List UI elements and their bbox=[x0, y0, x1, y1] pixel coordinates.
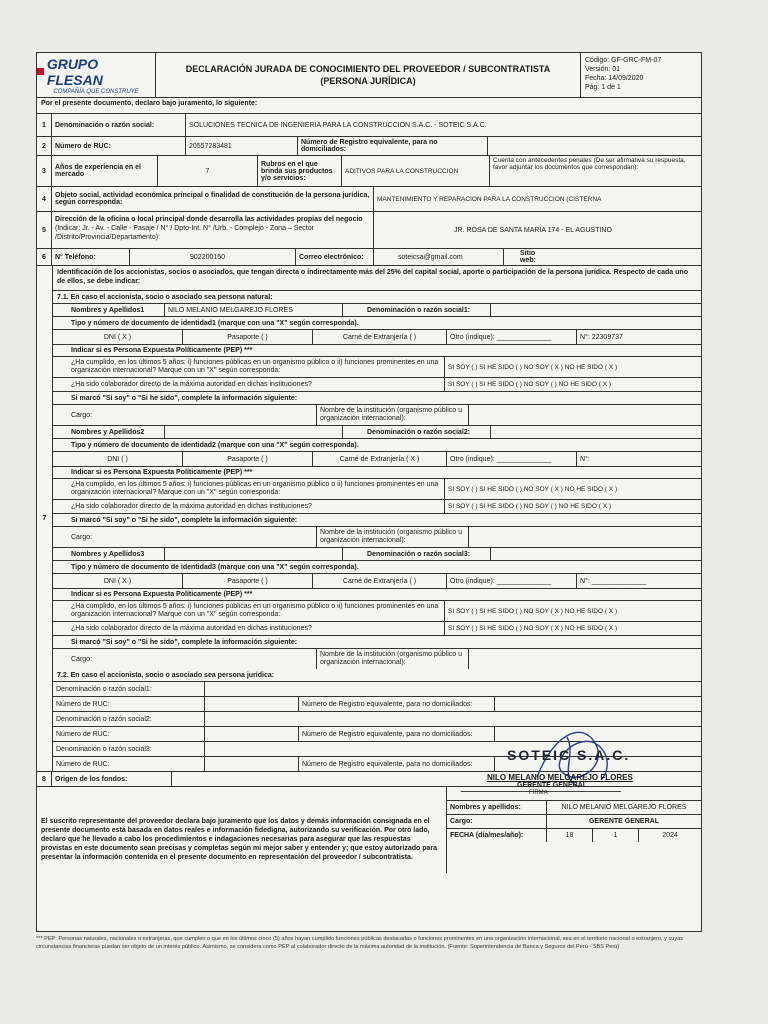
legal-registry-value[interactable] bbox=[495, 697, 701, 711]
address-value[interactable]: JR. ROSA DE SANTA MARIA 174 - EL AGUSTINO bbox=[454, 226, 612, 234]
title-line-1: DECLARACIÓN JURADA DE CONOCIMIENTO DEL PROVEEDOR / SUBCONTRATISTA bbox=[185, 64, 551, 74]
institution-label: Nombre de la institución (organismo público u organización internacional): bbox=[317, 649, 469, 669]
shareholder-names-label: Nombres y Apellidos3 bbox=[53, 548, 165, 560]
pep-answer-2[interactable]: SI SOY ( ) SI HE SIDO ( ) NO SOY ( X ) NO HE SIDO ( X ) bbox=[448, 625, 618, 632]
form-row bbox=[53, 317, 701, 330]
dni-option[interactable]: DNI ( X ) bbox=[53, 330, 183, 344]
pep-answer-1[interactable]: SI SOY ( ) SI HE SIDO ( ) NO SOY ( X ) NO HE SIDO ( X ) bbox=[448, 607, 618, 615]
document-number[interactable]: N°: ______________ bbox=[580, 577, 647, 585]
pep-question-2: ¿Ha sido colaborador directo de la máxima autoridad en dichas instituciones? bbox=[53, 500, 445, 513]
shareholder-names-value[interactable]: NILO MELANIO MELGAREJO FLORES bbox=[165, 304, 343, 316]
funds-origin-label: Origen de los fondos: bbox=[52, 772, 172, 786]
row-4 bbox=[37, 187, 701, 212]
legal-ruc-label: Número de RUC: bbox=[53, 757, 205, 771]
company-stamp: SOTEIC S.A.C. bbox=[507, 747, 631, 763]
company-name-label: Denominación o razón social: bbox=[52, 114, 186, 136]
document-type-label: Tipo y número de documento de identidad2 (marque con una "X" según corresponda). bbox=[71, 441, 359, 449]
signature-area bbox=[447, 747, 701, 873]
row-number: 4 bbox=[37, 187, 52, 211]
dni-option[interactable]: DNI ( X ) bbox=[53, 574, 183, 588]
sector-label: Rubros en el que brinda sus productos y/o servicios: bbox=[258, 156, 342, 186]
form-row bbox=[53, 392, 701, 405]
legal-denomination-label: Denominación o razón social2: bbox=[53, 712, 205, 726]
institution-value[interactable] bbox=[469, 405, 701, 425]
form-row bbox=[53, 479, 701, 500]
form-version: Versión: 01 bbox=[585, 66, 621, 73]
form-date: Fecha: 14/09/2020 bbox=[585, 75, 644, 82]
form-header bbox=[37, 53, 701, 98]
row-number: 6 bbox=[37, 249, 52, 265]
form-row bbox=[53, 357, 701, 378]
shareholder-denomination-value[interactable] bbox=[491, 304, 701, 316]
section-7 bbox=[37, 266, 701, 772]
legal-registry-label: Número de Registro equivalente, para no domiciliados: bbox=[299, 757, 495, 771]
registry-label: Número de Registro equivalente, para no domiciliados: bbox=[298, 137, 488, 155]
form-row bbox=[53, 561, 701, 574]
legal-denomination-value[interactable] bbox=[205, 682, 701, 696]
shareholder-denomination-label: Denominación o razón social2: bbox=[343, 426, 491, 438]
document-number[interactable]: N°: 22309737 bbox=[580, 333, 623, 341]
pep-title: Indicar si es Persona Expuesta Políticamente (PEP) *** bbox=[71, 469, 253, 476]
row-6 bbox=[37, 249, 701, 266]
position-value[interactable] bbox=[93, 405, 317, 425]
other-document-option[interactable]: Otro (indique): ______________ bbox=[447, 452, 577, 466]
intro-text: Por el presente documento, declaro bajo juramento, lo siguiente: bbox=[37, 98, 701, 114]
brand-name: GRUPO FLESAN bbox=[46, 55, 103, 88]
row-1 bbox=[37, 114, 701, 137]
position-value[interactable] bbox=[93, 527, 317, 547]
form-title bbox=[156, 53, 581, 97]
pep-question-1: ¿Ha cumplido, en los últimos 5 años: i) funciones públicas en un organismo público o ii) funciones prominentes en una organización internacional? Marque con un "X" según corresponda: bbox=[53, 357, 445, 377]
shareholders-intro: Identificación de los accionistas, socios o asociados, que tengan directa o indirectamente más del 25% del capital social, aporte o participación de la persona jurídica. Respecto de cada uno de ellos, se debe indicar: bbox=[53, 266, 701, 291]
legal-ruc-value[interactable] bbox=[205, 727, 299, 741]
website-label: Sitio web: bbox=[520, 250, 536, 264]
signer-position-value[interactable]: GERENTE GENERAL bbox=[588, 818, 659, 825]
form-row bbox=[53, 649, 701, 669]
legal-denomination-label: Denominación o razón social1: bbox=[53, 682, 205, 696]
date-month[interactable]: 1 bbox=[593, 829, 639, 842]
form-row bbox=[53, 304, 701, 317]
institution-label: Nombre de la institución (organismo público u organización internacional): bbox=[317, 527, 469, 547]
document-type-label: Tipo y número de documento de identidad1 (marque con una "X" según corresponda). bbox=[71, 319, 359, 327]
document-number[interactable]: N°: bbox=[580, 455, 590, 463]
pep-answer-2[interactable]: SI SOY ( ) SI HE SIDO ( ) NO SOY ( ) NO HE SIDO ( X ) bbox=[448, 381, 612, 388]
form-row bbox=[53, 426, 701, 439]
passport-option[interactable]: Pasaporte ( ) bbox=[183, 574, 313, 588]
institution-value[interactable] bbox=[469, 527, 701, 547]
shareholder-denomination-value[interactable] bbox=[491, 548, 701, 560]
pep-question-2: ¿Ha sido colaborador directo de la máxima autoridad en dichas instituciones? bbox=[53, 378, 445, 391]
form-row bbox=[53, 548, 701, 561]
address-label: Dirección de la oficina o local principal donde desarrolla las actividades propias del negocio (Indicar: Jr. - Av. - Calle - Pasaje / N° / Dpto-Int. N° /Urb. - Complejo - Zona – Sector /Distrito/Provincia/Departamento): bbox=[52, 212, 374, 248]
form-row bbox=[53, 514, 701, 527]
legal-registry-label: Número de Registro equivalente, para no domiciliados: bbox=[299, 727, 495, 741]
form-row bbox=[53, 589, 701, 601]
stamp-signer-role: GERENTE GENERAL bbox=[517, 782, 588, 789]
criminal-record-label: Cuenta con antecedentes penales (De ser afirmativa su respuesta, favor adjuntar los documentos que correspondan): bbox=[493, 157, 686, 171]
pep-followup-instruction: Si marcó "Si soy" o "Si he sido", complete la información siguiente: bbox=[71, 638, 298, 646]
shareholder-denomination-label: Denominación o razón social3: bbox=[343, 548, 491, 560]
pep-question-1: ¿Ha cumplido, en los últimos 5 años: i) funciones públicas en un organismo público o ii) funciones prominentes en una organización internacional? Marque con un "X" según corresponda: bbox=[53, 601, 445, 621]
legal-denomination-label: Denominación o razón social3: bbox=[53, 742, 205, 756]
experience-value[interactable]: 7 bbox=[158, 156, 258, 186]
phone-value[interactable]: 902200150 bbox=[130, 249, 296, 265]
passport-option[interactable]: Pasaporte ( ) bbox=[183, 330, 313, 344]
other-document-option[interactable]: Otro (indique): ______________ bbox=[447, 330, 577, 344]
position-label: Cargo: bbox=[71, 655, 93, 663]
registry-value[interactable] bbox=[488, 137, 701, 155]
form-row bbox=[53, 697, 701, 712]
brand-tagline: COMPAÑÍA QUE CONSTRUYE bbox=[53, 88, 139, 95]
shareholder-names-label: Nombres y Apellidos2 bbox=[53, 426, 165, 438]
pep-answer-1[interactable]: SI SOY ( ) SI HE SIDO ( ) NO SOY ( X ) NO HE SIDO ( X ) bbox=[448, 485, 618, 493]
row-number: 8 bbox=[37, 772, 52, 786]
form-row bbox=[53, 682, 701, 697]
form-row bbox=[53, 345, 701, 357]
institution-value[interactable] bbox=[469, 649, 701, 669]
date-label: FECHA (día/mes/año): bbox=[447, 829, 547, 842]
company-logo bbox=[37, 53, 156, 97]
row-number: 5 bbox=[37, 212, 52, 248]
signer-name-value[interactable]: NILO MELANIO MELGAREJO FLORES bbox=[561, 804, 687, 811]
experience-label: Años de experiencia en el mercado bbox=[52, 156, 158, 186]
form-row bbox=[53, 622, 701, 636]
declaration-form bbox=[36, 52, 702, 932]
pep-title: Indicar si es Persona Expuesta Políticamente (PEP) *** bbox=[71, 347, 253, 354]
natural-person-subtitle: 7.1. En caso el accionista, socio o asociado sea persona natural: bbox=[53, 291, 701, 304]
shareholder-denomination-label: Denominación o razón social1: bbox=[343, 304, 491, 316]
legal-person-subtitle: 7.2. En caso el accionista, socio o asociado sea persona jurídica: bbox=[53, 669, 701, 682]
signer-position-label: Cargo: bbox=[447, 815, 547, 828]
logo-mark-icon bbox=[37, 68, 44, 75]
form-row bbox=[53, 527, 701, 548]
sector-value[interactable]: ADITIVOS PARA LA CONSTRUCCION bbox=[342, 156, 490, 186]
signer-name-label: Nombres y apellidos: bbox=[447, 801, 547, 814]
legal-ruc-value[interactable] bbox=[205, 757, 299, 771]
pep-footnote: *** PEP: Personas naturales, nacionales o extranjeras, que cumplen o que en los últimos cinco (5) años hayan cumplido funciones públicas destacadas o funciones prominentes en una organización internacional, sea en el territorio nacional o extranjero, y cuyas circunstancias financieras puedan ser objeto de un interés público. Asimismo, se considera como PEP al colaborador directo de la máxima autoridad de la institución. (Fuente: Superintendencia de Banca y Seguros del Perú - SBS Perú) bbox=[36, 936, 684, 950]
form-row bbox=[53, 467, 701, 479]
ruc-value[interactable]: 20557283481 bbox=[186, 137, 298, 155]
form-row bbox=[53, 405, 701, 426]
institution-label: Nombre de la institución (organismo público u organización internacional): bbox=[317, 405, 469, 425]
company-name-value[interactable]: SOLUCIONES TECNICA DE INGENIERIA PARA LA CONSTRUCCION S.A.C. - SOTEIC S.A.C. bbox=[189, 121, 487, 129]
shareholder-names-value[interactable] bbox=[165, 548, 343, 560]
date-day[interactable]: 18 bbox=[547, 829, 593, 842]
document-type-label: Tipo y número de documento de identidad3 (marque con una "X" según corresponda). bbox=[71, 563, 359, 571]
legal-registry-label: Número de Registro equivalente, para no domiciliados: bbox=[299, 697, 495, 711]
legal-ruc-value[interactable] bbox=[205, 697, 299, 711]
email-label: Correo electrónico: bbox=[296, 249, 374, 265]
form-code: Código: GF-GRC-FM-07 bbox=[585, 57, 662, 64]
row-5 bbox=[37, 212, 701, 249]
shareholder-names-value[interactable] bbox=[165, 426, 343, 438]
ruc-label: Número de RUC: bbox=[52, 137, 186, 155]
signer-table bbox=[447, 800, 701, 842]
form-row bbox=[53, 439, 701, 452]
foreign-id-option[interactable]: Carné de Extranjería ( X ) bbox=[313, 452, 447, 466]
form-row bbox=[53, 330, 701, 345]
website-value[interactable] bbox=[554, 249, 701, 265]
pep-question-2: ¿Ha sido colaborador directo de la máxima autoridad en dichas instituciones? bbox=[53, 622, 445, 635]
dni-option[interactable]: DNI ( ) bbox=[53, 452, 183, 466]
row-2 bbox=[37, 137, 701, 156]
position-label: Cargo: bbox=[71, 533, 93, 541]
business-object-label: Objeto social, actividad económica principal o finalidad de constitución de la persona jurídica, según corresponda: bbox=[52, 187, 374, 211]
form-row bbox=[53, 574, 701, 589]
form-row bbox=[53, 500, 701, 514]
stamp-signer-name: NILO MELANIO MELGAREJO FLORES bbox=[487, 773, 633, 782]
form-row bbox=[53, 378, 701, 392]
row-number: 3 bbox=[37, 156, 52, 186]
foreign-id-option[interactable]: Carné de Extranjería ( ) bbox=[313, 574, 447, 588]
legal-ruc-label: Número de RUC: bbox=[53, 697, 205, 711]
form-row bbox=[53, 452, 701, 467]
position-label: Cargo: bbox=[71, 411, 93, 419]
position-value[interactable] bbox=[93, 649, 317, 669]
pep-followup-instruction: Si marcó "Si soy" o "Si he sido", complete la información siguiente: bbox=[71, 516, 298, 524]
row-number: 7 bbox=[37, 266, 53, 771]
shareholder-names-label: Nombres y Apellidos1 bbox=[53, 304, 165, 316]
row-3 bbox=[37, 156, 701, 187]
pep-question-1: ¿Ha cumplido, en los últimos 5 años: i) funciones públicas en un organismo público o ii) funciones prominentes en una organización internacional? Marque con un "X" según corresponda: bbox=[53, 479, 445, 499]
pep-answer-2[interactable]: SI SOY ( ) SI HE SIDO ( ) NO SOY ( ) NO HE SIDO ( X ) bbox=[448, 503, 612, 510]
title-line-2: (PERSONA JURÍDICA) bbox=[320, 76, 416, 86]
pep-title: Indicar si es Persona Expuesta Políticamente (PEP) *** bbox=[71, 591, 253, 598]
form-meta bbox=[581, 53, 701, 97]
natural-persons bbox=[53, 304, 701, 669]
form-row bbox=[53, 601, 701, 622]
form-row bbox=[53, 636, 701, 649]
pep-answer-1[interactable]: SI SOY ( ) SI HE SIDO ( ) NO SOY ( X ) NO HE SIDO ( X ) bbox=[448, 363, 618, 371]
declaration-text: El suscrito representante del proveedor declara bajo juramento que los datos y demás información consignada en el presente documento está basada en datos reales e información fidedigna, autorizando su verificación. Por otro lado, declaro que he llevado a cabo los procedimientos e indagaciones necesarias para asegurar que las respuestas provistas en este documento sean precisas y completas según mi mejor saber y entender y; que estoy autorizado para presentar la información contenida en el presente documento en representación del proveedor / subcontratista. bbox=[37, 787, 447, 873]
row-number: 2 bbox=[37, 137, 52, 155]
signature-caption: FIRMA bbox=[529, 790, 548, 796]
pep-followup-instruction: Si marcó "Si soy" o "Si he sido", complete la información siguiente: bbox=[71, 394, 298, 402]
foreign-id-option[interactable]: Carné de Extranjería ( ) bbox=[313, 330, 447, 344]
business-object-value[interactable]: MANTENIMIENTO Y REPARACION PARA LA CONSTRUCCION (CISTERNA bbox=[377, 195, 602, 203]
shareholder-denomination-value[interactable] bbox=[491, 426, 701, 438]
passport-option[interactable]: Pasaporte ( ) bbox=[183, 452, 313, 466]
date-year[interactable]: 2024 bbox=[662, 832, 678, 839]
legal-ruc-label: Número de RUC: bbox=[53, 727, 205, 741]
email-value[interactable]: soteicsa@gmail.com bbox=[374, 249, 504, 265]
row-number: 1 bbox=[37, 114, 52, 136]
form-page: Pág: 1 de 1 bbox=[585, 84, 621, 91]
phone-label: N° Teléfono: bbox=[52, 249, 130, 265]
other-document-option[interactable]: Otro (indique): ______________ bbox=[447, 574, 577, 588]
